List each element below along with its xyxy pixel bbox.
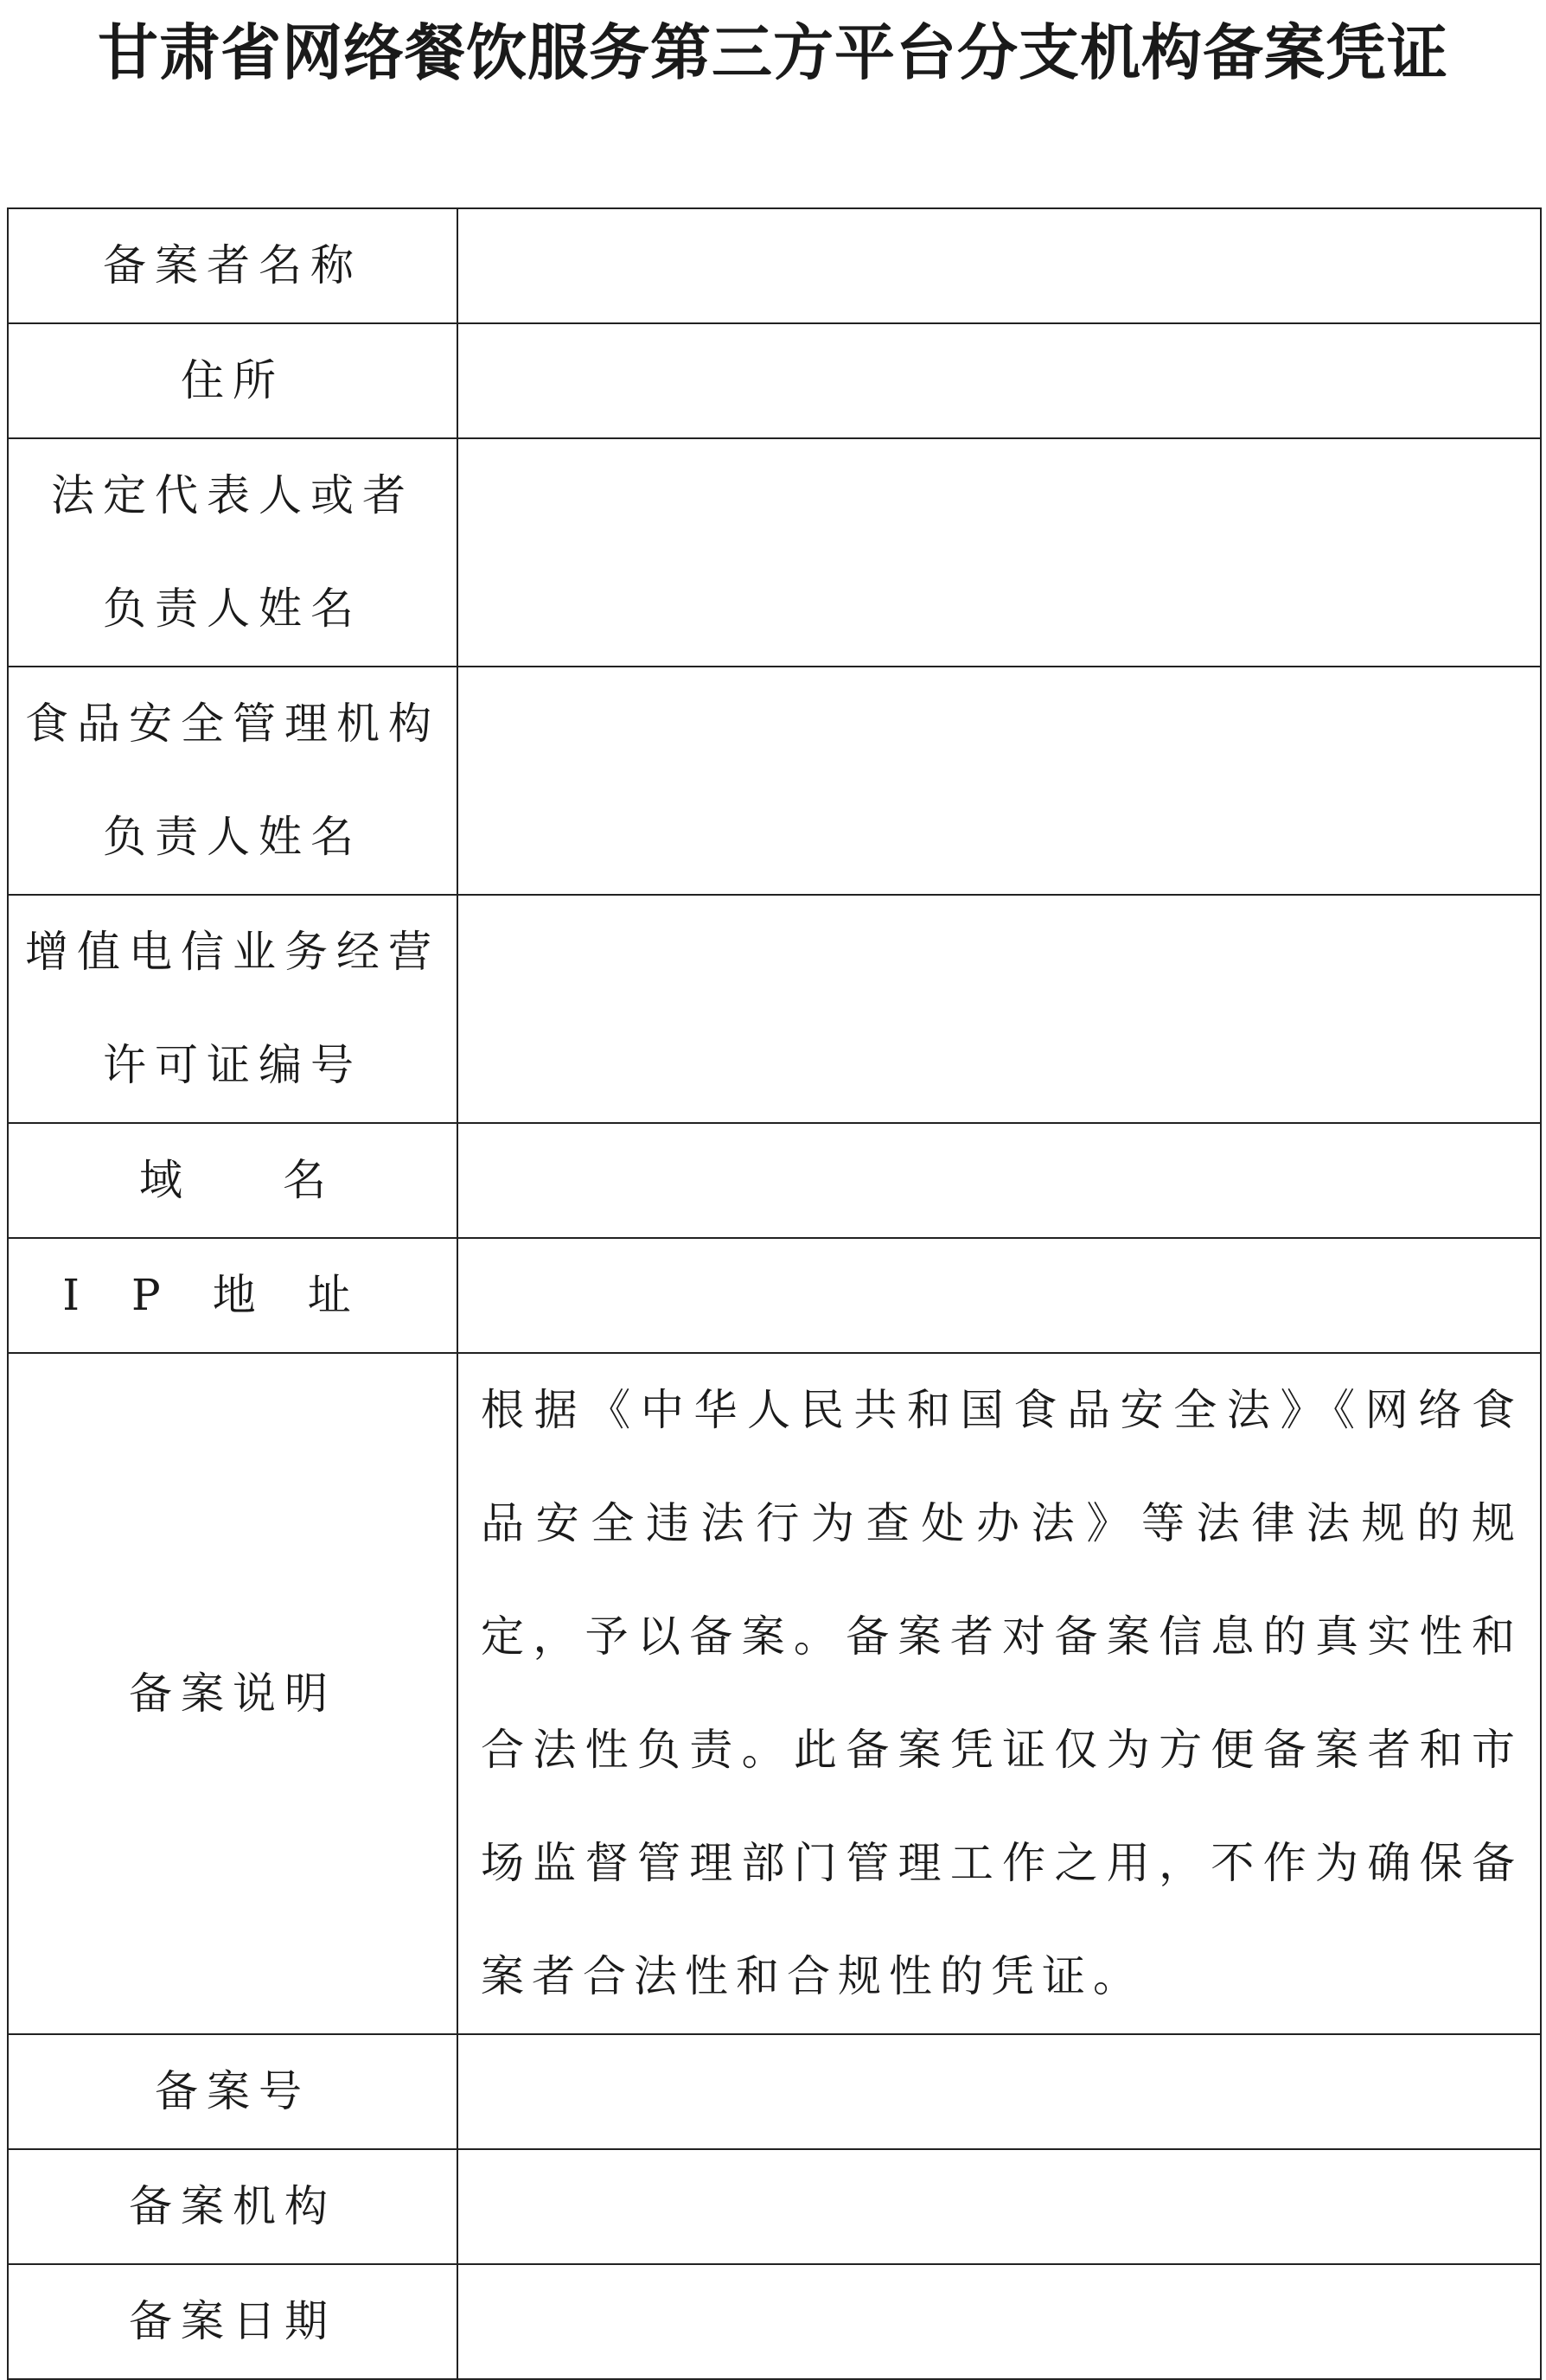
filing-notes-label: 备案说明 xyxy=(8,1353,457,2034)
telecom-license-label xyxy=(8,895,457,1123)
row-filing-date xyxy=(8,2264,1541,2379)
document-title: 甘肃省网络餐饮服务第三方平台分支机构备案凭证 xyxy=(98,16,1448,88)
food-safety-head-label-line1: 食品安全管理机构 xyxy=(25,699,440,749)
row-filing-number xyxy=(8,2034,1541,2149)
domain-label: 域名 xyxy=(139,1155,426,1205)
food-safety-head-label-line2: 负责人姓名 xyxy=(103,812,362,862)
legal-rep-value[interactable] xyxy=(457,438,1541,667)
filing-date-value[interactable] xyxy=(457,2264,1541,2379)
legal-rep-label xyxy=(8,438,457,667)
filing-agency-label: 备案机构 xyxy=(8,2149,457,2264)
row-legal-representative xyxy=(8,438,1541,667)
filer-name-label: 备案者名称 xyxy=(8,208,457,323)
row-ip-address xyxy=(8,1238,1541,1353)
filer-name-value[interactable] xyxy=(457,208,1541,323)
legal-rep-label-line2: 负责人姓名 xyxy=(103,584,362,634)
filing-notes-text: 根据《中华人民共和国食品安全法》《网络食品安全违法行为查处办法》等法律法规的规定，予以备案。备案者对备案信息的真实性和合法性负责。此备案凭证仅为方便备案者和市场监督管理部门管理工作之用，不作为确保备案者合法性和合规性的凭证。 xyxy=(457,1353,1541,2034)
filing-date-label: 备案日期 xyxy=(8,2264,457,2379)
row-address xyxy=(8,323,1541,438)
address-label: 住所 xyxy=(8,323,457,438)
row-filer-name xyxy=(8,208,1541,323)
domain-value[interactable] xyxy=(457,1123,1541,1238)
filing-form-table xyxy=(7,207,1542,2380)
ip-address-value[interactable] xyxy=(457,1238,1541,1353)
telecom-license-value[interactable] xyxy=(457,895,1541,1123)
row-filing-agency xyxy=(8,2149,1541,2264)
legal-rep-label-line1: 法定代表人或者 xyxy=(51,470,414,520)
food-safety-head-label xyxy=(8,667,457,895)
address-value[interactable] xyxy=(457,323,1541,438)
filing-number-label: 备案号 xyxy=(8,2034,457,2149)
row-food-safety-head xyxy=(8,667,1541,895)
telecom-license-label-line2: 许可证编号 xyxy=(103,1040,362,1090)
row-telecom-license xyxy=(8,895,1541,1123)
filing-agency-value[interactable] xyxy=(457,2149,1541,2264)
row-domain xyxy=(8,1123,1541,1238)
telecom-license-label-line1: 增值电信业务经营 xyxy=(25,927,440,977)
food-safety-head-value[interactable] xyxy=(457,667,1541,895)
filing-number-value[interactable] xyxy=(457,2034,1541,2149)
ip-address-label: IP地址 xyxy=(62,1270,403,1320)
row-filing-notes xyxy=(8,1353,1541,2034)
